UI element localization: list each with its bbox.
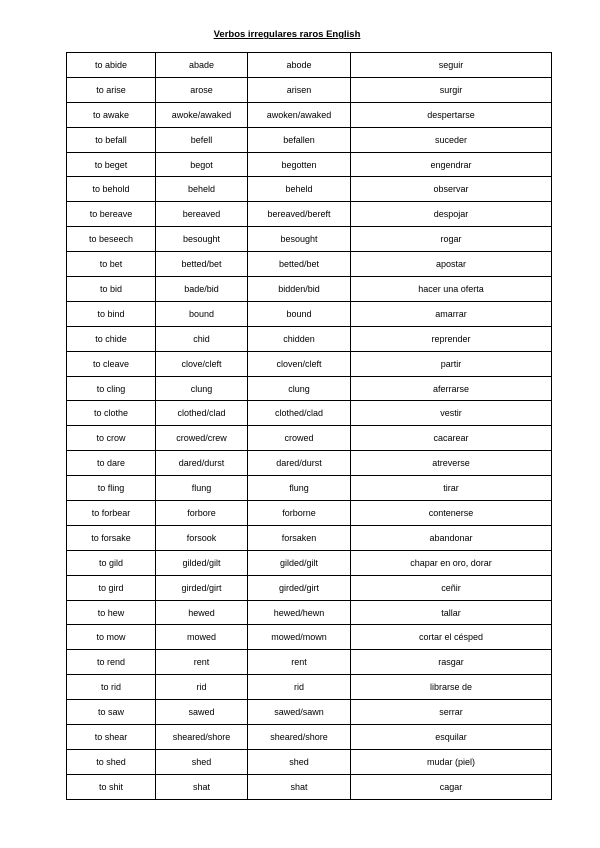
table-row bbox=[67, 77, 552, 102]
infinitive-cell: to cling bbox=[67, 376, 156, 401]
past-participle-cell: mowed/mown bbox=[248, 625, 351, 650]
spanish-translation-cell: despojar bbox=[351, 202, 552, 227]
table-row bbox=[67, 525, 552, 550]
past-simple-cell: hewed bbox=[156, 600, 248, 625]
past-simple-cell: beheld bbox=[156, 177, 248, 202]
past-participle-cell: shed bbox=[248, 749, 351, 774]
table-row bbox=[67, 252, 552, 277]
irregular-verbs-table bbox=[66, 52, 552, 800]
past-participle-cell: bound bbox=[248, 301, 351, 326]
spanish-translation-cell: contenerse bbox=[351, 501, 552, 526]
table-row bbox=[67, 227, 552, 252]
table-row bbox=[67, 650, 552, 675]
table-row bbox=[67, 127, 552, 152]
infinitive-cell: to bid bbox=[67, 277, 156, 302]
past-participle-cell: girded/girt bbox=[248, 575, 351, 600]
past-simple-cell: sawed bbox=[156, 700, 248, 725]
past-participle-cell: rent bbox=[248, 650, 351, 675]
infinitive-cell: to dare bbox=[67, 451, 156, 476]
table-row bbox=[67, 774, 552, 799]
infinitive-cell: to beget bbox=[67, 152, 156, 177]
past-simple-cell: bereaved bbox=[156, 202, 248, 227]
spanish-translation-cell: abandonar bbox=[351, 525, 552, 550]
infinitive-cell: to beseech bbox=[67, 227, 156, 252]
spanish-translation-cell: suceder bbox=[351, 127, 552, 152]
past-simple-cell: besought bbox=[156, 227, 248, 252]
infinitive-cell: to mow bbox=[67, 625, 156, 650]
past-simple-cell: abade bbox=[156, 53, 248, 78]
spanish-translation-cell: cagar bbox=[351, 774, 552, 799]
table-row bbox=[67, 625, 552, 650]
table-row bbox=[67, 301, 552, 326]
table-row bbox=[67, 351, 552, 376]
table-row bbox=[67, 326, 552, 351]
past-simple-cell: bound bbox=[156, 301, 248, 326]
past-participle-cell: forsaken bbox=[248, 525, 351, 550]
infinitive-cell: to shear bbox=[67, 725, 156, 750]
infinitive-cell: to arise bbox=[67, 77, 156, 102]
spanish-translation-cell: atreverse bbox=[351, 451, 552, 476]
spanish-translation-cell: ceñir bbox=[351, 575, 552, 600]
infinitive-cell: to gird bbox=[67, 575, 156, 600]
past-participle-cell: forborne bbox=[248, 501, 351, 526]
spanish-translation-cell: engendrar bbox=[351, 152, 552, 177]
infinitive-cell: to gild bbox=[67, 550, 156, 575]
past-simple-cell: chid bbox=[156, 326, 248, 351]
past-participle-cell: clothed/clad bbox=[248, 401, 351, 426]
past-simple-cell: forsook bbox=[156, 525, 248, 550]
infinitive-cell: to crow bbox=[67, 426, 156, 451]
past-participle-cell: awoken/awaked bbox=[248, 102, 351, 127]
table-row bbox=[67, 675, 552, 700]
past-simple-cell: girded/girt bbox=[156, 575, 248, 600]
past-simple-cell: arose bbox=[156, 77, 248, 102]
infinitive-cell: to cleave bbox=[67, 351, 156, 376]
table-row bbox=[67, 426, 552, 451]
past-participle-cell: flung bbox=[248, 476, 351, 501]
spanish-translation-cell: observar bbox=[351, 177, 552, 202]
past-participle-cell: dared/durst bbox=[248, 451, 351, 476]
table-row bbox=[67, 102, 552, 127]
past-participle-cell: crowed bbox=[248, 426, 351, 451]
past-simple-cell: flung bbox=[156, 476, 248, 501]
spanish-translation-cell: serrar bbox=[351, 700, 552, 725]
table-row bbox=[67, 476, 552, 501]
verb-table-body bbox=[67, 53, 552, 800]
past-simple-cell: clothed/clad bbox=[156, 401, 248, 426]
past-simple-cell: awoke/awaked bbox=[156, 102, 248, 127]
past-simple-cell: rid bbox=[156, 675, 248, 700]
past-participle-cell: chidden bbox=[248, 326, 351, 351]
spanish-translation-cell: vestir bbox=[351, 401, 552, 426]
table-row bbox=[67, 600, 552, 625]
table-row bbox=[67, 501, 552, 526]
spanish-translation-cell: rasgar bbox=[351, 650, 552, 675]
past-simple-cell: rent bbox=[156, 650, 248, 675]
past-participle-cell: hewed/hewn bbox=[248, 600, 351, 625]
spanish-translation-cell: mudar (piel) bbox=[351, 749, 552, 774]
spanish-translation-cell: amarrar bbox=[351, 301, 552, 326]
spanish-translation-cell: despertarse bbox=[351, 102, 552, 127]
past-simple-cell: befell bbox=[156, 127, 248, 152]
spanish-translation-cell: reprender bbox=[351, 326, 552, 351]
table-row bbox=[67, 451, 552, 476]
past-simple-cell: crowed/crew bbox=[156, 426, 248, 451]
infinitive-cell: to forsake bbox=[67, 525, 156, 550]
past-participle-cell: clung bbox=[248, 376, 351, 401]
past-participle-cell: cloven/cleft bbox=[248, 351, 351, 376]
past-participle-cell: abode bbox=[248, 53, 351, 78]
table-row bbox=[67, 700, 552, 725]
table-row bbox=[67, 177, 552, 202]
past-participle-cell: bidden/bid bbox=[248, 277, 351, 302]
table-row bbox=[67, 749, 552, 774]
table-row bbox=[67, 53, 552, 78]
page-title: Verbos irregulares raros English bbox=[213, 29, 361, 40]
infinitive-cell: to befall bbox=[67, 127, 156, 152]
spanish-translation-cell: cacarear bbox=[351, 426, 552, 451]
infinitive-cell: to hew bbox=[67, 600, 156, 625]
table-row bbox=[67, 376, 552, 401]
infinitive-cell: to clothe bbox=[67, 401, 156, 426]
past-participle-cell: sheared/shore bbox=[248, 725, 351, 750]
spanish-translation-cell: seguir bbox=[351, 53, 552, 78]
infinitive-cell: to saw bbox=[67, 700, 156, 725]
spanish-translation-cell: cortar el césped bbox=[351, 625, 552, 650]
infinitive-cell: to fling bbox=[67, 476, 156, 501]
spanish-translation-cell: esquilar bbox=[351, 725, 552, 750]
table-row bbox=[67, 277, 552, 302]
spanish-translation-cell: librarse de bbox=[351, 675, 552, 700]
past-simple-cell: clove/cleft bbox=[156, 351, 248, 376]
spanish-translation-cell: partir bbox=[351, 351, 552, 376]
table-row bbox=[67, 202, 552, 227]
past-simple-cell: sheared/shore bbox=[156, 725, 248, 750]
past-participle-cell: arisen bbox=[248, 77, 351, 102]
past-participle-cell: sawed/sawn bbox=[248, 700, 351, 725]
past-participle-cell: begotten bbox=[248, 152, 351, 177]
table-row bbox=[67, 575, 552, 600]
past-simple-cell: forbore bbox=[156, 501, 248, 526]
past-simple-cell: betted/bet bbox=[156, 252, 248, 277]
infinitive-cell: to bereave bbox=[67, 202, 156, 227]
past-participle-cell: beheld bbox=[248, 177, 351, 202]
infinitive-cell: to rend bbox=[67, 650, 156, 675]
table-row bbox=[67, 550, 552, 575]
past-participle-cell: gilded/gilt bbox=[248, 550, 351, 575]
infinitive-cell: to chide bbox=[67, 326, 156, 351]
table-row bbox=[67, 725, 552, 750]
past-participle-cell: betted/bet bbox=[248, 252, 351, 277]
past-simple-cell: shat bbox=[156, 774, 248, 799]
infinitive-cell: to shit bbox=[67, 774, 156, 799]
infinitive-cell: to bet bbox=[67, 252, 156, 277]
past-simple-cell: dared/durst bbox=[156, 451, 248, 476]
infinitive-cell: to behold bbox=[67, 177, 156, 202]
spanish-translation-cell: surgir bbox=[351, 77, 552, 102]
past-participle-cell: shat bbox=[248, 774, 351, 799]
infinitive-cell: to awake bbox=[67, 102, 156, 127]
spanish-translation-cell: tirar bbox=[351, 476, 552, 501]
past-simple-cell: mowed bbox=[156, 625, 248, 650]
past-participle-cell: besought bbox=[248, 227, 351, 252]
infinitive-cell: to abide bbox=[67, 53, 156, 78]
table-row bbox=[67, 152, 552, 177]
spanish-translation-cell: hacer una oferta bbox=[351, 277, 552, 302]
spanish-translation-cell: chapar en oro, dorar bbox=[351, 550, 552, 575]
past-participle-cell: befallen bbox=[248, 127, 351, 152]
spanish-translation-cell: apostar bbox=[351, 252, 552, 277]
spanish-translation-cell: rogar bbox=[351, 227, 552, 252]
past-simple-cell: bade/bid bbox=[156, 277, 248, 302]
past-participle-cell: bereaved/bereft bbox=[248, 202, 351, 227]
infinitive-cell: to bind bbox=[67, 301, 156, 326]
table-row bbox=[67, 401, 552, 426]
past-simple-cell: gilded/gilt bbox=[156, 550, 248, 575]
spanish-translation-cell: tallar bbox=[351, 600, 552, 625]
spanish-translation-cell: aferrarse bbox=[351, 376, 552, 401]
past-simple-cell: shed bbox=[156, 749, 248, 774]
past-participle-cell: rid bbox=[248, 675, 351, 700]
past-simple-cell: begot bbox=[156, 152, 248, 177]
past-simple-cell: clung bbox=[156, 376, 248, 401]
infinitive-cell: to forbear bbox=[67, 501, 156, 526]
infinitive-cell: to shed bbox=[67, 749, 156, 774]
infinitive-cell: to rid bbox=[67, 675, 156, 700]
